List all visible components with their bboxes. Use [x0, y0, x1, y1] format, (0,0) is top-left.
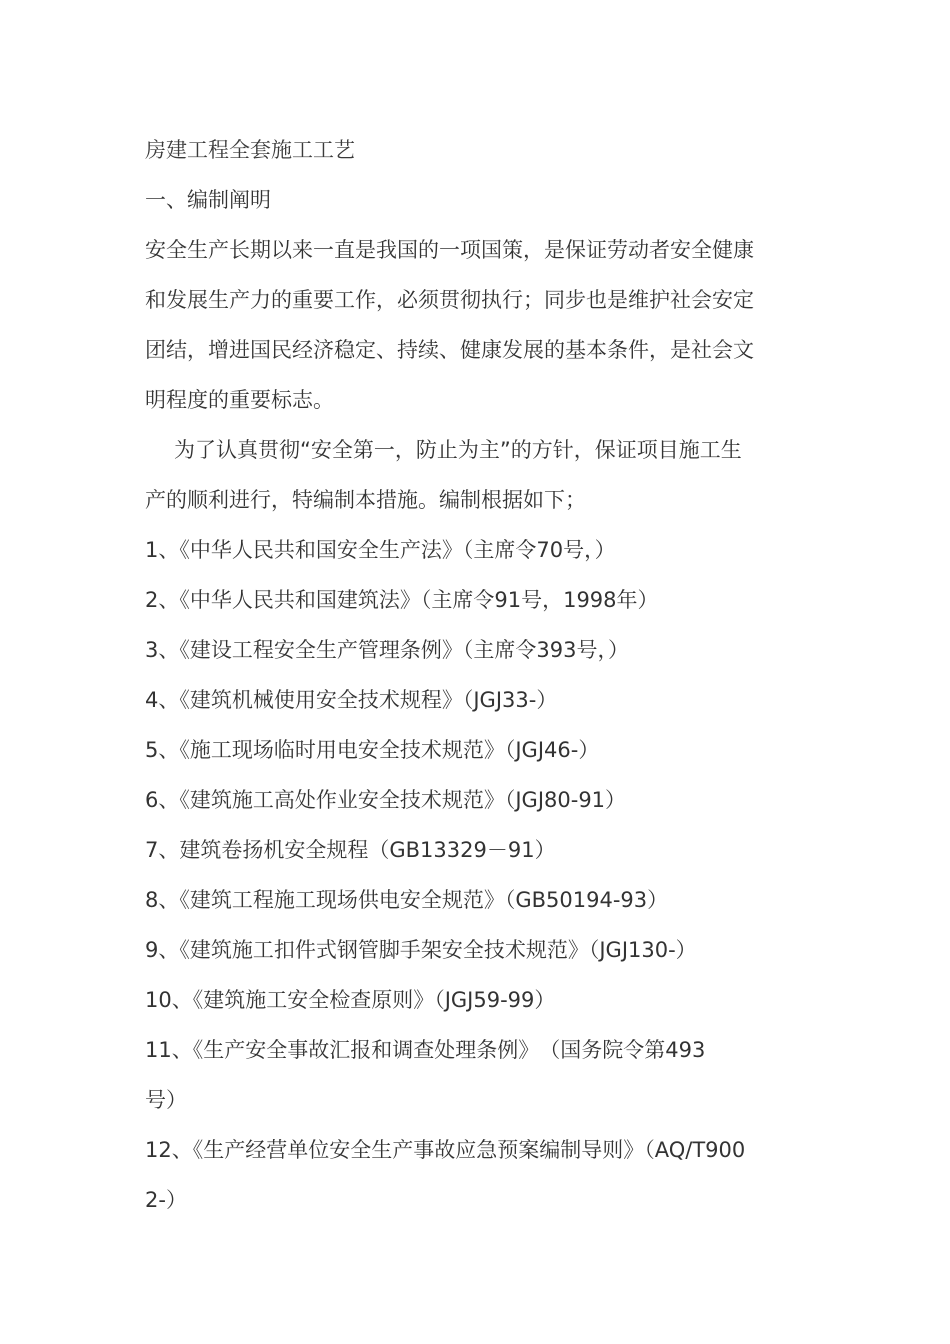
paragraph-1-line-3: 团结，增进国民经济稳定、持续、健康发展的基本条件，是社会文: [145, 338, 754, 362]
paragraph-2-line-2: 产的顺利进行，特编制本措施。编制根据如下；: [145, 488, 586, 512]
document-page: [145, 125, 810, 1225]
reference-item-10: 10、《建筑施工安全检查原则》（JGJ59-99）: [145, 988, 556, 1012]
reference-item-3: 3、《建设工程安全生产管理条例》（主席令393号，）: [145, 638, 629, 662]
paragraph-1-line-2: 和发展生产力的重要工作，必须贯彻执行；同步也是维护社会安定: [145, 288, 754, 312]
reference-item-12-line-2: 2-）: [145, 1188, 187, 1212]
reference-item-1: 1、《中华人民共和国安全生产法》（主席令70号，）: [145, 538, 616, 562]
reference-item-9: 9、《建筑施工扣件式钢管脚手架安全技术规范》（JGJ130-）: [145, 938, 697, 962]
paragraph-1-line-4: 明程度的重要标志。: [145, 388, 334, 412]
reference-item-8: 8、《建筑工程施工现场供电安全规范》（GB50194-93）: [145, 888, 669, 912]
reference-item-11-line-2: 号）: [145, 1088, 187, 1112]
reference-item-12-line-1: 12、《生产经营单位安全生产事故应急预案编制导则》（AQ/T900: [145, 1138, 746, 1162]
reference-item-5: 5、《施工现场临时用电安全技术规范》（JGJ46-）: [145, 738, 600, 762]
paragraph-1-line-1: 安全生产长期以来一直是我国的一项国策，是保证劳动者安全健康: [145, 238, 754, 262]
reference-item-2: 2、《中华人民共和国建筑法》（主席令91号，1998年）: [145, 588, 659, 612]
paragraph-2-line-1: 为了认真贯彻“安全第一，防止为主”的方针，保证项目施工生: [174, 438, 742, 462]
reference-item-4: 4、《建筑机械使用安全技术规程》（JGJ33-）: [145, 688, 558, 712]
reference-item-6: 6、《建筑施工高处作业安全技术规范》（JGJ80-91）: [145, 788, 627, 812]
document-title: 房建工程全套施工工艺: [145, 138, 355, 162]
reference-item-7: 7、建筑卷扬机安全规程（GB13329－91）: [145, 838, 556, 862]
section-heading: 一、编制阐明: [145, 188, 271, 212]
reference-item-11-line-1: 11、《生产安全事故汇报和调查处理条例》 （国务院令第493: [145, 1038, 706, 1062]
